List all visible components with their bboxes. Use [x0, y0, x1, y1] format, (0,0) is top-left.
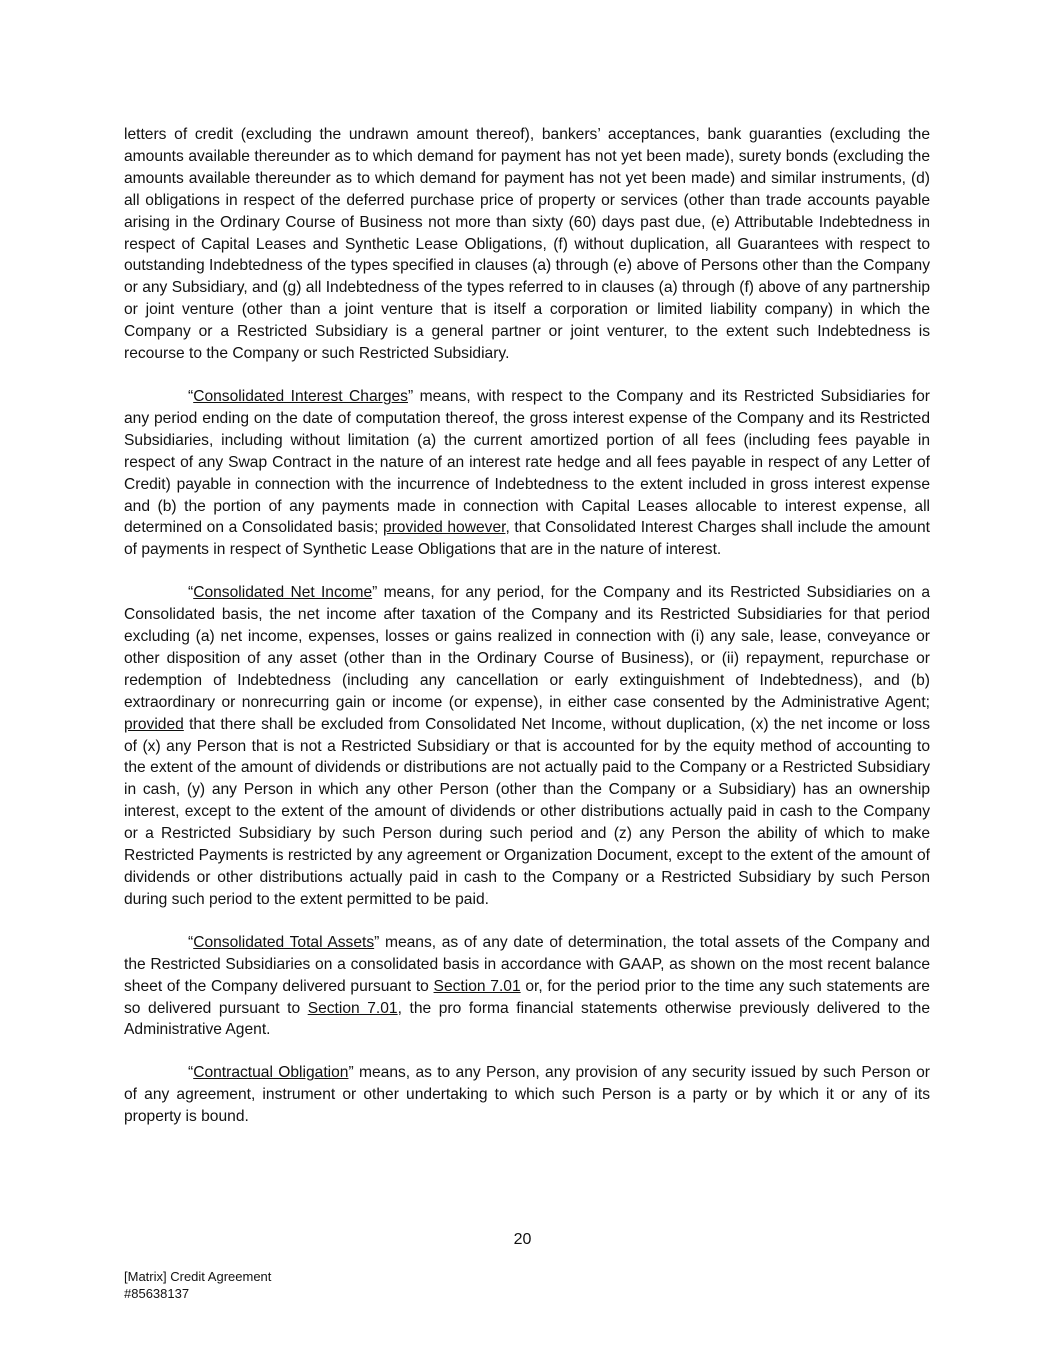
defined-term: Contractual Obligation [193, 1064, 349, 1082]
close-quote: ” [407, 387, 414, 405]
definition-text: means, for any period, for the Company and its Restricted Subsidiaries on a Consolidated basis, the net income after taxation of the Company and its Restricted Subsidiaries for that period excluding (a) net income, expenses, losses or gains realized in connection with (i) any sale, lease, conveyance or other disposition of any asset (other than in the Ordinary Course of Business), or (ii) repayment, repurchase or redemption of Indebtedness (including any cancellation or early extinguishment of Indebtedness), and (b) extraordinary or nonrecurring gain or income (or expense), in either case consented by the Administrative Agent; [124, 584, 930, 711]
definition-consolidated-total-assets [124, 932, 930, 1042]
open-quote: “ [188, 387, 194, 405]
definition-consolidated-net-income [124, 582, 930, 911]
definition-text: means, as of any date of determination, the total assets of the Company and the Restricted Subsidiaries on a consolidated basis in accordance with GAAP, as shown on the most recent balance sheet of the Company delivered pursuant to [124, 933, 930, 995]
definition-text: or, for the period prior to the time any such statements are so delivered pursuant to [124, 977, 930, 1017]
footer-document-title: [Matrix] Credit Agreement [124, 1269, 272, 1284]
definition-text: , that Consolidated Interest Charges shall include the amount of payments in respect of Synthetic Lease Obligations that are in the nature of interest. [124, 519, 930, 559]
section-reference: Section 7.01 [433, 977, 521, 995]
defined-term: Consolidated Total Assets [193, 933, 375, 951]
definition-text: , the pro forma financial statements otherwise previously delivered to the Administrative Agent. [124, 999, 930, 1039]
underlined-phrase: provided [124, 715, 184, 733]
paragraph-continuation [124, 124, 930, 365]
definition-consolidated-interest-charges [124, 386, 930, 561]
defined-term: Consolidated Interest Charges [193, 387, 408, 405]
definition-text: that there shall be excluded from Consolidated Net Income, without duplication, (x) the net income or loss of (x) any Person that is not a Restricted Subsidiary or that is accounted for by the equity method of accounting to the extent of the amount of dividends or distributions are not actually paid to the Company or a Restricted Subsidiary in cash, (y) any Person in which any other Person (other than the Company or a Subsidiary) has an ownership interest, except to the extent of the amount of dividends or other distributions actually paid in cash to the Company or a Restricted Subsidiary by such Person during such period and (z) any Person the ability of which to make Restricted Payments is restricted by any agreement or Organization Document, except to the extent of the amount of dividends or other distributions actually paid in cash to the Company or a Restricted Subsidiary by such Person during such period to the extent permitted to be paid. [124, 715, 930, 908]
definition-text: means, with respect to the Company and its Restricted Subsidiaries for any period ending on the date of computation thereof, the gross interest expense of the Company and its Restricted Subsidiaries, including without limitation (a) the current amortized portion of all fees (including fees payable in respect of any Swap Contract in the nature of an interest rate hedge and all fees payable in respect of any Letter of Credit) payable in connection with the incurrence of Indebtedness to the extent included in gross interest expense and (b) the portion of any payments made in connection with Capital Leases allocable to interest expense, all determined on a Consolidated basis; [124, 387, 930, 537]
document-body [124, 124, 930, 1149]
definition-contractual-obligation [124, 1062, 930, 1128]
footer-document-id: #85638137 [124, 1286, 190, 1301]
page-number: 20 [513, 1231, 532, 1248]
close-quote: ” [372, 584, 378, 602]
open-quote: “ [188, 1064, 194, 1082]
defined-term: Consolidated Net Income [193, 584, 373, 602]
paragraph-text: letters of credit (excluding the undrawn amount thereof), bankers’ acceptances, bank guaranties (excluding the amounts available thereunder as to which demand for payment has not yet been made), surety bonds (excluding the amounts available thereunder as to which demand for payment has not yet been made) and similar instruments, (d) all obligations in respect of the deferred purchase price of property or services (other than trade accounts payable arising in the Ordinary Course of Business not more than sixty (60) days past due, (e) Attributable Indebtedness in respect of Capital Leases and Synthetic Lease Obligations, (f) without duplication, all Guarantees with respect to outstanding Indebtedness of the types specified in clauses (a) through (e) above of Persons other than the Company or any Subsidiary, and (g) all Indebtedness of the types referred to in clauses (a) through (f) above of any partnership or joint venture (other than a joint venture that is itself a corporation or limited liability company) in which the Company or a Restricted Subsidiary is a general partner or joint venturer, to the extent such Indebtedness is recourse to the Company or such Restricted Subsidiary. [124, 126, 930, 363]
open-quote: “ [188, 933, 194, 951]
close-quote: ” [348, 1064, 354, 1082]
definition-text: means, as to any Person, any provision of any security issued by such Person or of any agreement, instrument or other undertaking to which such Person is a party or by which it or any of its property is bound. [124, 1064, 930, 1126]
underlined-phrase: provided however [382, 519, 506, 537]
open-quote: “ [188, 584, 194, 602]
document-footer [124, 1268, 271, 1302]
close-quote: ” [374, 933, 380, 951]
section-reference: Section 7.01 [307, 999, 398, 1017]
